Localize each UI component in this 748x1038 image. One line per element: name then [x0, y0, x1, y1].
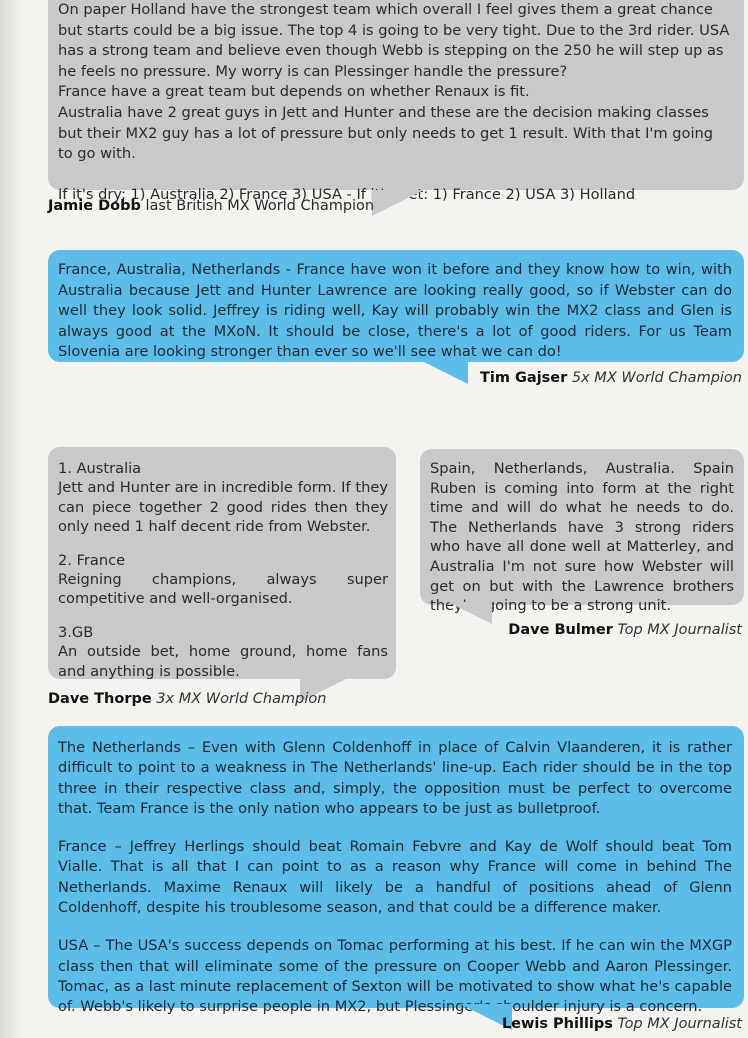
attribution-dave-bulmer [508, 622, 742, 638]
quote-bubble-jamie-dobb [48, 0, 744, 203]
speaker-name: Lewis Phillips [501, 1016, 613, 1032]
speaker-name: Dave Thorpe [48, 691, 152, 707]
speaker-title: 3x MX World Champion [156, 691, 327, 707]
speaker-name: Tim Gajser [479, 370, 568, 386]
quote-paragraph: 2. France Reigning champions, always super competitive and well-organised. [58, 551, 388, 608]
speaker-title: Top MX Journalist [617, 1016, 742, 1032]
quote-paragraph: If it's dry: 1) Australia 2) France 3) USA - If it's wet: 1) France 2) USA 3) Holland [58, 185, 636, 203]
speaker-title: Top MX Journalist [617, 622, 742, 638]
speaker-title: 5x MX World Champion [571, 370, 742, 386]
speaker-name: Dave Bulmer [508, 622, 613, 638]
quote-paragraph: Spain, Netherlands, Australia. Spain Ruben is coming into form at the right time and will do what he needs to do. The Netherlands have 3 strong riders who have all done well at Matterley, and Australia I'm not sure how Webster will get on but with the Lawrence brothers they're going to be a strong unit. [430, 460, 734, 615]
speech-tail [416, 358, 468, 384]
attribution-tim-gajser [480, 370, 742, 386]
attribution-lewis-phillips [502, 1016, 742, 1032]
quote-bubble-lewis-phillips [48, 726, 744, 1016]
quote-paragraph: France – Jeffrey Herlings should beat Romain Febvre and Kay de Wolf should beat Tom Vialle. That is all that I can point to as a reason why France will come in behind The Netherlands. Maxime Renaux will likely be a handful of positions ahead of Glenn Coldenhoff, despite his troublesome season, and that could be a difference maker. [58, 838, 732, 917]
quote-paragraph: 1. Australia Jett and Hunter are in incredible form. If they can piece together 2 good rides then they only need 1 half decent ride from Webster. [58, 460, 388, 536]
speech-tail [372, 190, 424, 216]
speech-tail [448, 602, 492, 624]
attribution-jamie-dobb [48, 198, 374, 214]
quote-paragraph: 3.GB An outside bet, home ground, home fans and anything is possible. [58, 623, 388, 680]
quote-bubble-dave-bulmer [420, 449, 744, 615]
page-fold-shadow [0, 0, 22, 1038]
quote-bubble-tim-gajser [48, 250, 744, 362]
quote-paragraph: France, Australia, Netherlands - France have won it before and they know how to win, with Australia because Jett and Hunter Lawrence are looking really good, so if Webster can do well they look solid. Jeffrey is riding well, Kay will probably win the MX2 class and Glen is always good at the MXoN. It should be close, there's a lot of good riders. For us Team Slovenia are looking stronger than ever so we'll see what we can do! [58, 261, 732, 361]
quote-paragraph: USA – The USA's success depends on Tomac performing at his best. If he can win the MXGP class then that will eliminate some of the pressure on Cooper Webb and Aaron Plessinger. Tomac, as a last minute replacement of Sexton will be motivated to show what he's capable of. Webb's likely to surprise people in MX2, but Plessinger's shoulder injury is a concern. [58, 937, 732, 1016]
quote-paragraph: On paper Holland have the strongest team which overall I feel gives them a great chance but starts could be a big issue. The top 4 is going to be very tight. Due to the 3rd rider. USA has a strong team and believe even though Webb is stepping on the 250 he will step up as he feels no pressure. My worry is can Plessinger handle the pressure? France have a great team but depends on whether Renaux is fit. Australia have 2 great guys in Jett and Hunter and these are the decision making classes but their MX2 guy has a lot of pressure but only needs to get 1 result. With that I'm going to go with. [58, 1, 730, 163]
speaker-name: Jamie Dobb [48, 198, 141, 214]
attribution-dave-thorpe [48, 691, 326, 707]
speaker-title: last British MX World Champion [145, 198, 375, 214]
quote-paragraph: The Netherlands – Even with Glenn Coldenhoff in place of Calvin Vlaanderen, it is rather difficult to point to a weakness in The Netherlands' line-up. Each rider should be in the top three in their respective class and, simply, the opposition must be perfect to overcome that. Team France is the only nation who appears to be just as bulletproof. [58, 739, 732, 817]
quote-bubble-dave-thorpe [48, 447, 396, 679]
